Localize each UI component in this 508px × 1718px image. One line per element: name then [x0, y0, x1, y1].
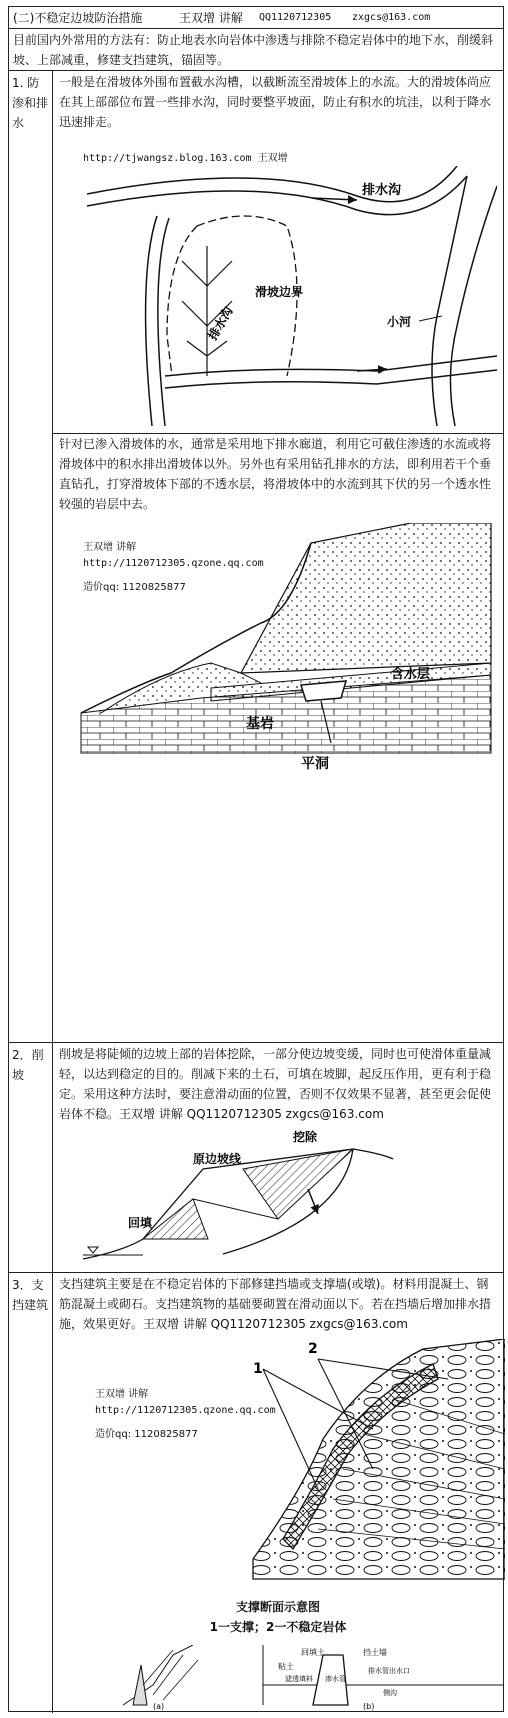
label-drain-outlet: 排水管出水口 — [368, 1667, 410, 1675]
label-seepage-pipe: 渗水管 — [325, 1675, 346, 1683]
label-ditch-top: 排水沟 — [362, 183, 402, 198]
section-title: (二)不稳定边坡防治措施 — [13, 11, 143, 25]
section-cutting — [9, 1043, 503, 1273]
retaining-cell — [53, 1273, 503, 1713]
cutting-figure — [83, 1129, 403, 1269]
sub-label-b: (b) — [363, 1702, 375, 1711]
label-slide-boundary: 滑坡边界 — [255, 285, 304, 299]
header-row — [9, 7, 503, 29]
retaining-paragraph: 支挡建筑主要是在不稳定岩体的下部修建挡墙或支撑墙(或墩)。材料用混凝土、钢筋混凝土或砌石。支挡建筑物的基础要砌置在滑动面以下。若在挡墙后增加排水措施，效果更好。王双增 讲解 QQ1120712305 zxgcs@163.com — [59, 1277, 492, 1331]
credit-url-2: http://1120712305.qzone.qq.com — [95, 1405, 276, 1416]
cutting-paragraph: 削坡是将陡倾的边坡上部的岩体挖除，一部分使边坡变缓，同时也可使滑体重量减轻，以达到稳定的目的。削减下来的土石，可填在坡脚，起反压作用，更有利于稳定。采用这种方法时，要注意滑动面的位置，否则不仅效果不显著，甚至更会促使岩体不稳。王双增 讲解 QQ1120712305 zxgcs@163.com — [59, 1047, 492, 1121]
label-number-2: 2 — [308, 1341, 318, 1357]
label-number-1: 1 — [253, 1361, 263, 1377]
section-label-retaining: 3．支挡建筑 — [9, 1273, 53, 1713]
section-label-cutting: 2．削坡 — [9, 1043, 53, 1272]
section-drainage — [9, 71, 503, 1043]
label-stream: 小河 — [387, 315, 412, 329]
label-adit: 平洞 — [301, 756, 329, 772]
drainage-ditch-figure — [57, 166, 497, 426]
credit-author: 王双增 讲解 — [83, 542, 137, 553]
email: zxgcs@163.com — [352, 12, 431, 23]
label-backfill-soil: 回填土 — [301, 1648, 325, 1657]
qq-number: QQ1120712305 — [259, 12, 332, 23]
support-legend: 1一支撑；2一不稳定岩体 — [209, 1620, 347, 1634]
credit-url: http://1120712305.qzone.qq.com — [83, 558, 264, 569]
support-caption: 支撑断面示意图 — [235, 1600, 320, 1614]
label-bedrock: 基岩 — [246, 716, 274, 732]
section-label-drainage: 1. 防渗和排水 — [9, 71, 53, 1042]
figure-watermark: http://tjwangsz.blog.163.com 王双增 — [83, 153, 288, 164]
label-excavation: 挖除 — [293, 1130, 318, 1144]
intro-text: 目前国内外常用的方法有：防止地表水向岩体中渗透与排除不稳定岩体中的地下水，削缓斜坡、上部减重，修建支挡建筑，锚固等。 — [13, 33, 494, 67]
label-backfill: 回填 — [128, 1216, 153, 1230]
credit-author-2: 王双增 讲解 — [95, 1389, 149, 1400]
underground-drain-figure — [61, 523, 501, 783]
cutting-cell — [53, 1043, 503, 1272]
label-side-ditch: 侧沟 — [383, 1689, 397, 1697]
credit-qq-2: 造价qq: 1120825877 — [95, 1429, 198, 1440]
section-retaining — [9, 1273, 503, 1713]
sub-label-a: (a) — [153, 1702, 165, 1711]
drainage-paragraph-1: 一般是在滑坡体外围布置截水沟槽，以截断流至滑坡体上的水流。大的滑坡体尚应在其上部部位布置一些排水沟，同时要整平坡面，防止有积水的坑洼，以利于降水迅速排走。 — [59, 75, 492, 129]
credit-qq: 造价qq: 1120825877 — [83, 582, 186, 593]
label-aquifer: 含水层 — [391, 667, 431, 682]
label-filter-fill: 滤透填料 — [285, 1675, 313, 1683]
author: 王双增 讲解 — [179, 11, 243, 25]
drainage-cell-2 — [53, 433, 503, 1042]
retaining-wall-figures — [113, 1645, 503, 1711]
label-clay: 粘土 — [278, 1662, 294, 1671]
drainage-paragraph-2: 针对已渗入滑坡体的水，通常是采用地下排水廊道，利用它可截住渗透的水流或将滑坡体中的积水排出滑坡体以外。另外也有采用钻孔排水的方法，即利用若干个垂直钻孔，打穿滑坡体下部的不透水层，将滑坡体中的水流到其下伏的另一个透水性较强的岩层中去。 — [59, 437, 492, 511]
label-ditch-inner: 排水沟 — [205, 304, 236, 343]
support-section-figure — [223, 1339, 505, 1589]
label-original-slope: 原边坡线 — [193, 1152, 242, 1166]
drainage-cell-1 — [53, 71, 503, 434]
label-retaining-wall: 挡土墙 — [363, 1648, 387, 1657]
measures-table — [8, 6, 504, 1712]
intro-row — [9, 29, 503, 71]
